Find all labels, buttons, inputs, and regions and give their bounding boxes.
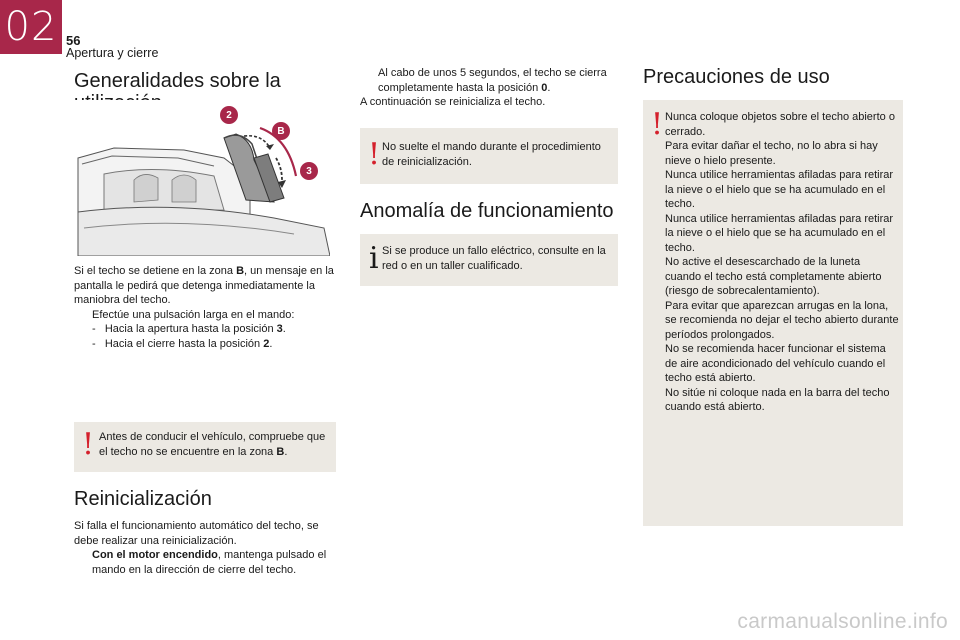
badge-position-3: 3 [300, 162, 318, 180]
watermark: carmanualsonline.info [737, 610, 948, 633]
car-roof-illustration [74, 100, 330, 256]
warning-text: No suelte el mando durante el procedimiento de reinicialización. [382, 141, 601, 168]
warning-icon: ! [651, 107, 664, 142]
chapter-tab: 02 [0, 0, 62, 54]
precaution-line: No se recomienda hacer funcionar el sistema de aire acondicionado del vehículo cuando el techo está abierto. [665, 343, 886, 384]
warning-box-zone-b [74, 422, 336, 472]
badge-position-2: 2 [220, 106, 238, 124]
page-number: 56 [66, 33, 81, 48]
info-icon: i [369, 241, 379, 276]
title-line-1: Generalidades sobre la [74, 70, 281, 92]
info-text: Si se produce un fallo eléctrico, consulte en la red o en un taller cualificado. [382, 245, 606, 272]
warning-icon: ! [82, 427, 95, 462]
warning-box-reset [360, 128, 618, 184]
precaution-line: Nunca coloque objetos sobre el techo abierto o cerrado. [665, 111, 895, 138]
precaution-line: Para evitar que aparezcan arrugas en la lona, se recomienda no dejar el techo abierto durante períodos prolongados. [665, 299, 899, 341]
roof-figure [74, 100, 330, 256]
title-anomalia: Anomalía de funcionamiento [360, 200, 614, 222]
zone-b-paragraph: Si el techo se detiene en la zona B, un mensaje en la pantalla le pedirá que detenga inmediatamente la maniobra del techo. Efectúe una pulsación larga en el mando: - Hacia la apertura hasta la posición 3. - Hacia el cierre hasta la posición 2. [74, 265, 334, 350]
precaution-line: No sitúe ni coloque nada en la barra del techo cuando está abierto. [665, 386, 890, 413]
precaution-line: Para evitar dañar el techo, no lo abra si hay nieve o hielo presente. [665, 140, 878, 167]
reset-paragraph: Si falla el funcionamiento automático del techo, se debe realizar una reinicialización. Con el motor encendido, mantenga pulsado el mando en la dirección de cierre del techo. [74, 520, 327, 576]
precaution-line: Nunca utilice herramientas afiladas para retirar la nieve o el hielo que se ha acumulado en el techo. [665, 212, 894, 254]
warning-box-precauciones [643, 100, 903, 526]
title-precauciones: Precauciones de uso [643, 66, 830, 88]
section-name: Apertura y cierre [66, 46, 159, 60]
precaution-line: No active el desescarchado de la luneta cuando el techo está completamente abierto (riesgo de sobrecalentamiento). [665, 256, 882, 297]
reset-continuation: Al cabo de unos 5 segundos, el techo se cierra completamente hasta la posición 0. A continuación se reinicializa el techo. [360, 67, 607, 108]
precaution-line: Nunca utilice herramientas afiladas para retirar la nieve o el hielo que se ha acumulado en el techo. [665, 169, 894, 210]
badge-zone-b: B [272, 122, 290, 140]
title-reinicializacion: Reinicialización [74, 488, 212, 510]
warning-icon: ! [368, 137, 381, 172]
warning-text: Antes de conducir el vehículo, compruebe que el techo no se encuentre en la zona B. [99, 431, 326, 458]
info-box-fallo [360, 234, 618, 286]
precautions-text [665, 110, 899, 415]
